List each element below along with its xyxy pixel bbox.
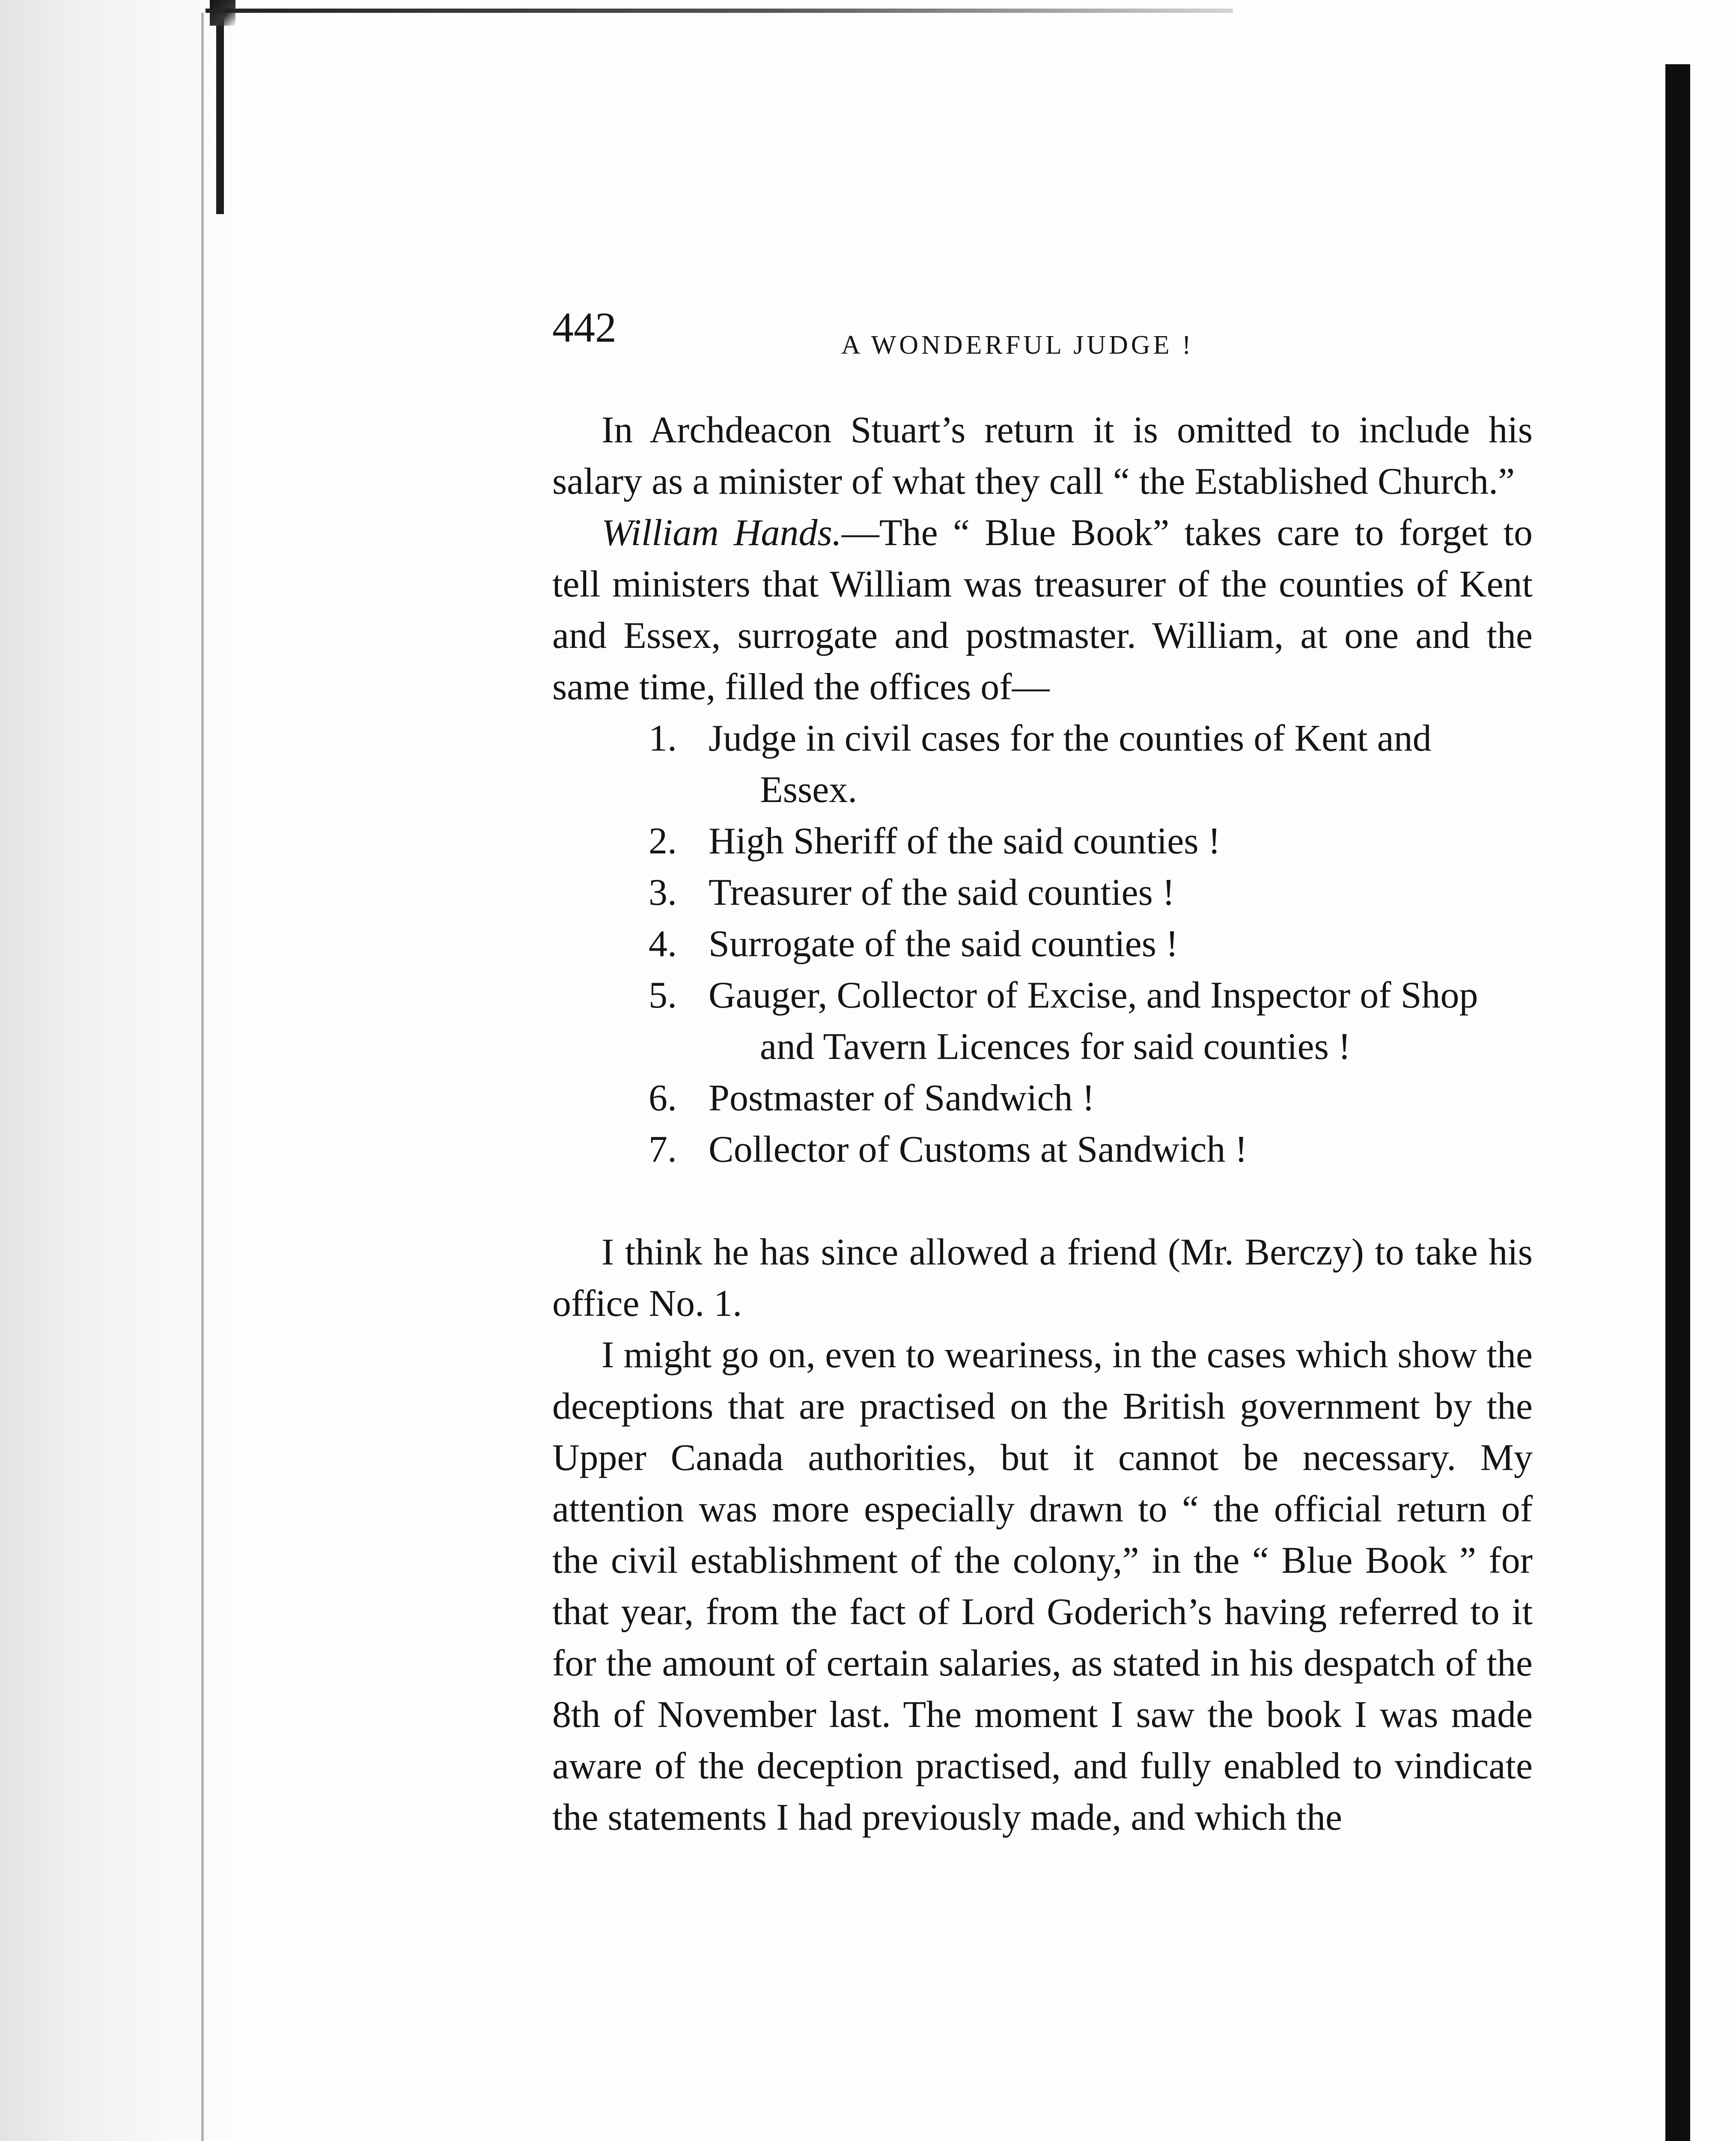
paragraph-2-text: —The “ Blue Book” takes care to forget to tell ministers that William was treasurer of the counties of Kent and Essex, surrogate and postmaster. William, at one and the same time, filled the offices of— [552, 512, 1533, 708]
binding-shadow [0, 0, 240, 2141]
list-item-text: Surrogate of the said counties ! [709, 923, 1179, 965]
list-item-text: Judge in civil cases for the counties of Kent and Essex. [709, 718, 1432, 811]
corner-mark [210, 0, 235, 26]
offices-list [552, 713, 1533, 1175]
list-item-text: Collector of Customs at Sandwich ! [709, 1129, 1248, 1170]
top-edge-line [205, 9, 1233, 13]
list-item-number: 7. [649, 1129, 677, 1170]
list-item [649, 1124, 1533, 1175]
paragraph-2 [552, 507, 1533, 713]
list-item-text: Treasurer of the said counties ! [709, 872, 1175, 913]
paragraph-1: In Archdeacon Stuart’s return it is omitted to include his salary as a minister of what they call “ the Established Church.” [552, 409, 1533, 502]
list-item [649, 918, 1533, 970]
list-item [649, 867, 1533, 918]
list-item-text: Gauger, Collector of Excise, and Inspector of Shop and Tavern Licences for said counties ! [709, 975, 1478, 1068]
section-gap [552, 1175, 1533, 1227]
list-item [649, 816, 1533, 867]
list-item-text: Postmaster of Sandwich ! [709, 1077, 1095, 1119]
list-item-number: 1. [649, 718, 677, 759]
paragraph-3: I think he has since allowed a friend (Mr. Berczy) to take his office No. 1. [552, 1232, 1533, 1324]
body-text [552, 405, 1533, 1843]
list-item-number: 2. [649, 820, 677, 862]
list-item-number: 5. [649, 975, 677, 1016]
paragraph-2-name: William Hands. [601, 512, 842, 554]
list-item-text: High Sheriff of the said counties ! [709, 820, 1221, 862]
list-item-number: 3. [649, 872, 677, 913]
page-edge-line [201, 13, 204, 2141]
list-item-number: 4. [649, 923, 677, 965]
list-item [649, 970, 1533, 1073]
list-item [649, 713, 1533, 816]
binding-mark [216, 17, 224, 214]
list-item-number: 6. [649, 1077, 677, 1119]
right-edge-bar [1665, 64, 1690, 2141]
paragraph-4: I might go on, even to weariness, in the cases which show the deceptions that are practised on the British government by the Upper Canada authorities, but it cannot be necessary. My attention was more especially drawn to “ the official return of the civil establishment of the colony,” in the “ Blue Book ” for that year, from the fact of Lord Goderich’s having referred to it for the amount of certain salaries, as stated in his despatch of the 8th of November last. The moment I saw the book I was made aware of the deception practised, and fully enabled to vindicate the statements I had previously made, and which the [552, 1334, 1533, 1838]
page-number: 442 [552, 304, 616, 351]
running-title: A WONDERFUL JUDGE ! [841, 331, 1194, 360]
list-item [649, 1073, 1533, 1124]
